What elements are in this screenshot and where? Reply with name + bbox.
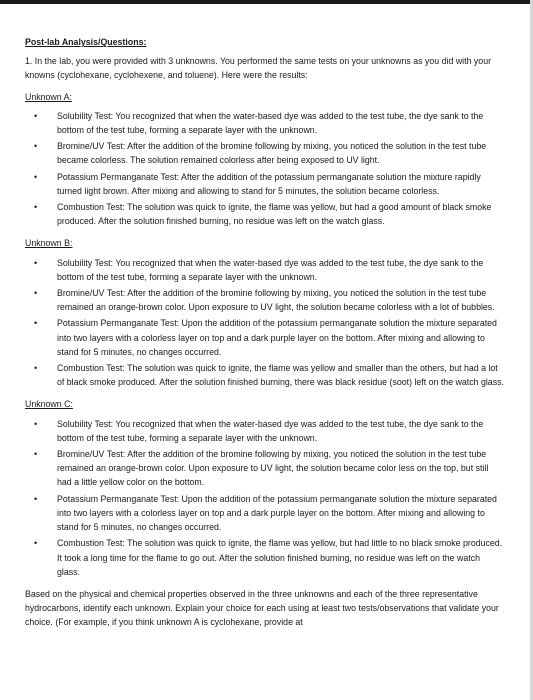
- closing-paragraph: Based on the physical and chemical properties observed in the three unknowns and each of the three representative hydrocarbons, identify each unknown. Explain your choice for each using at least two tests/observations that validate your choice. (For example, if you think unknown A is cyclohexane, provide at: [25, 588, 499, 628]
- test-text: Bromine/UV Test: After the addition of the bromine following by mixing, you noticed the solution in the test tube became colorless. The solution remained colorless after being exposed to UV light.: [57, 141, 487, 166]
- test-text: Potassium Permanganate Test: Upon the addition of the potassium permanganate solution the mixture separated into two layers with a colorless layer on top and a dark purple layer on the bottom. After mixing and allowing to stand for 5 minutes, no changes occurred.: [57, 493, 497, 533]
- document-page: [25, 35, 505, 630]
- test-text: Bromine/UV Test: After the addition of the bromine following by mixing, you noticed the solution in the test tube remained an orange-brown color. Upon exposure to UV light, the solution became colorless with a lot of bubbles.: [57, 288, 495, 313]
- list-item: [25, 109, 505, 137]
- test-list: [25, 417, 505, 579]
- page-heading: Post-lab Analysis/Questions:: [25, 37, 147, 47]
- bullet-icon: •: [34, 257, 38, 268]
- list-item: [25, 256, 505, 284]
- bullet-icon: •: [34, 418, 38, 429]
- unknown-title: Unknown B:: [25, 238, 73, 249]
- list-item: [25, 492, 505, 535]
- test-text: Solubility Test: You recognized that when the water-based dye was added to the test tube, the dye sank to the bottom of the test tube, forming a separate layer with the unknown.: [57, 418, 484, 443]
- unknown-section-b: [25, 236, 505, 389]
- test-text: Solubility Test: You recognized that when the water-based dye was added to the test tube, the dye sank to the bottom of the test tube, forming a separate layer with the unknown.: [57, 257, 484, 282]
- list-item: [25, 200, 505, 228]
- list-item: [25, 447, 505, 490]
- top-edge-bar: [0, 0, 533, 4]
- bullet-icon: •: [34, 318, 38, 329]
- test-text: Solubility Test: You recognized that when the water-based dye was added to the test tube, the dye sank to the bottom of the test tube, forming a separate layer with the unknown.: [57, 110, 484, 136]
- test-text: Bromine/UV Test: After the addition of the bromine following by mixing, you noticed the solution in the test tube remained an orange-brown color. Upon exposure to UV light, the solution became color less on the top, but still had a little yellow color on the bottom.: [57, 449, 489, 488]
- bullet-icon: •: [34, 202, 38, 213]
- list-item: [25, 170, 505, 198]
- bullet-icon: •: [34, 538, 38, 549]
- list-item: [25, 361, 505, 389]
- unknown-section-a: [25, 90, 505, 229]
- bullet-icon: •: [34, 141, 38, 152]
- list-item: [25, 286, 505, 314]
- test-text: Potassium Permanganate Test: After the addition of the potassium permanganate solution the mixture rapidly turned light brown. After mixing and allowing to stand for 5 minutes, the solution became colorless.: [57, 171, 481, 196]
- unknown-section-c: [25, 397, 505, 578]
- unknown-title: Unknown A:: [25, 91, 72, 102]
- list-item: [25, 536, 505, 579]
- test-text: Combustion Test: The solution was quick to ignite, the flame was yellow, but had little to no black smoke produced. It took a long time for the flame to go out. After the solution finished burning, no residue was left on the watch glass.: [57, 538, 503, 577]
- unknown-title: Unknown C:: [25, 399, 73, 410]
- bullet-icon: •: [34, 288, 38, 299]
- bullet-icon: •: [34, 363, 38, 374]
- test-list: [25, 256, 505, 390]
- test-text: Combustion Test: The solution was quick to ignite, the flame was yellow and smaller than the others, but had a lot of black smoke produced. After the solution finished burning, there was black residue (soot) left on the watch glass.: [57, 363, 504, 388]
- bullet-icon: •: [34, 171, 38, 182]
- test-text: Combustion Test: The solution was quick to ignite, the flame was yellow, but had a good amount of black smoke produced. After the solution finished burning, no residue was left on the watch glass.: [57, 202, 492, 227]
- list-item: [25, 316, 505, 359]
- bullet-icon: •: [34, 449, 38, 460]
- test-list: [25, 109, 505, 229]
- list-item: [25, 139, 505, 167]
- intro-paragraph: 1. In the lab, you were provided with 3 unknowns. You performed the same tests on your unknowns as you did with your knowns (cyclohexane, cyclohexene, and toluene). Here were the results:: [25, 56, 492, 81]
- test-text: Potassium Permanganate Test: Upon the addition of the potassium permanganate solution the mixture separated into two layers with a colorless layer on top and a dark purple layer on the bottom. After mixing and allowing to stand for 5 minutes, no changes occurred.: [57, 318, 497, 357]
- bullet-icon: •: [34, 493, 38, 504]
- bullet-icon: •: [34, 110, 38, 121]
- list-item: [25, 417, 505, 445]
